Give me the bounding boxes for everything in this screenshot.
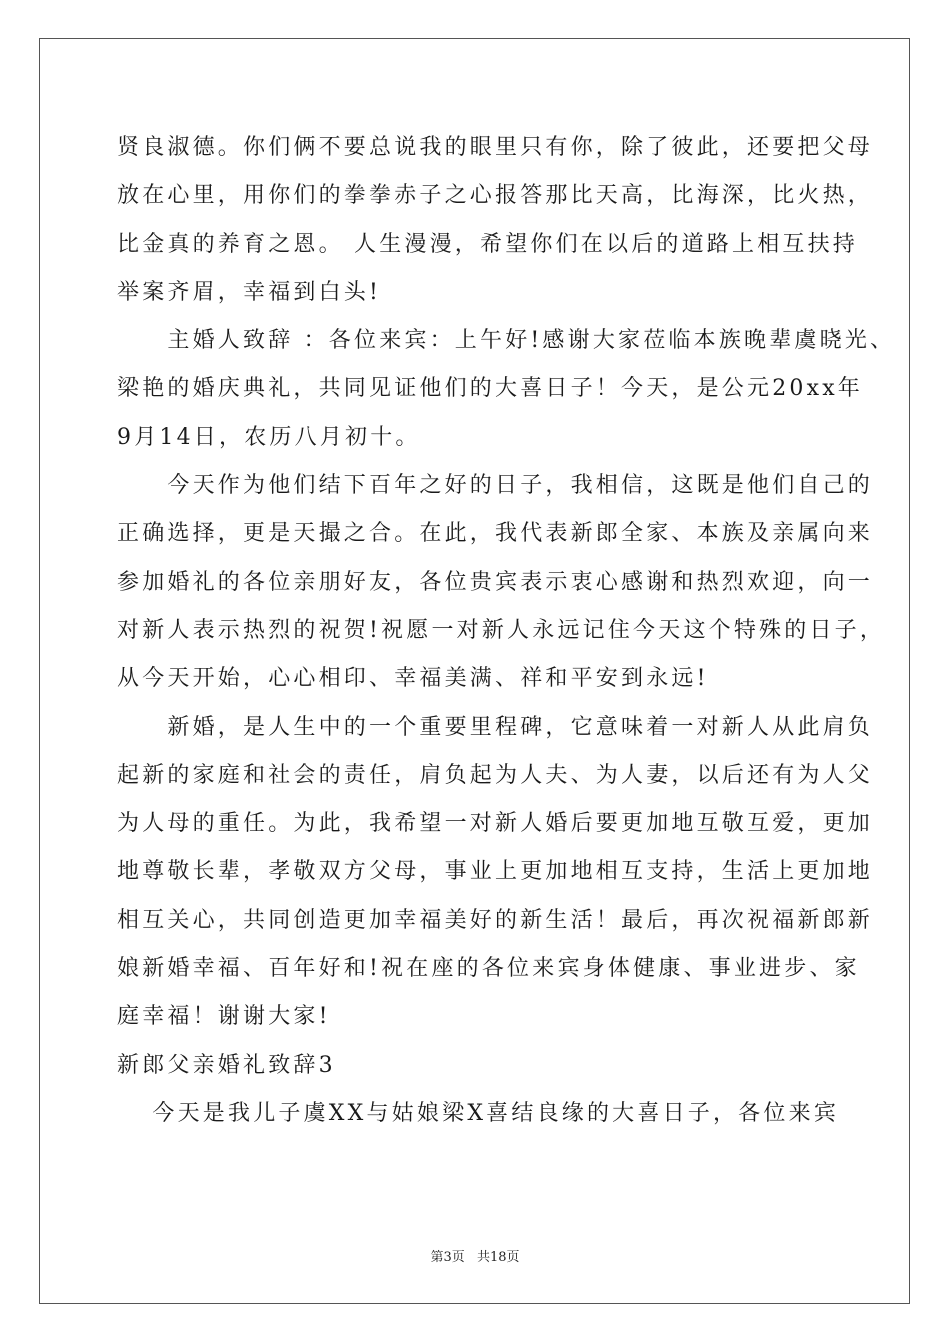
text-line: 为人母的重任。为此，我希望一对新人婚后要更加地互敬互爱，更加 bbox=[117, 811, 874, 837]
text-line: 举案齐眉，幸福到白头! bbox=[117, 279, 382, 305]
text-line: 地尊敬长辈，孝敬双方父母，事业上更加地相互支持，生活上更加地 bbox=[117, 859, 874, 885]
text-line: 今天作为他们结下百年之好的日子，我相信，这既是他们自己的 bbox=[117, 473, 874, 499]
text-line: 放在心里，用你们的拳拳赤子之心报答那比天高，比海深，比火热， bbox=[117, 183, 874, 209]
text-line: 正确选择，更是天撮之合。在此，我代表新郎全家、本族及亲属向来 bbox=[117, 521, 874, 547]
text-line: 参加婚礼的各位亲朋好友，各位贵宾表示衷心感谢和热烈欢迎，向一 bbox=[117, 569, 874, 595]
section-heading: 新郎父亲婚礼致辞3 bbox=[117, 1052, 336, 1078]
document-body bbox=[117, 124, 896, 1138]
text-line: 起新的家庭和社会的责任，肩负起为人夫、为人妻，以后还有为人父 bbox=[117, 762, 874, 788]
text-line: 9月14日，农历八月初十。 bbox=[117, 424, 421, 450]
text-line: 梁艳的婚庆典礼，共同见证他们的大喜日子！今天，是公元20xx年 bbox=[117, 376, 864, 402]
page-footer bbox=[0, 1246, 950, 1265]
text-line: 庭幸福！谢谢大家! bbox=[117, 1004, 331, 1030]
text-line: 相互关心，共同创造更加幸福美好的新生活！最后，再次祝福新郎新 bbox=[117, 907, 874, 933]
text-line: 对新人表示热烈的祝贺!祝愿一对新人永远记住今天这个特殊的日子， bbox=[117, 617, 886, 643]
page-total: 共18页 bbox=[476, 1250, 520, 1265]
text-line: 主婚人致辞 ：各位来宾：上午好!感谢大家莅临本族晚辈虞晓光、 bbox=[117, 328, 896, 354]
text-line: 贤良淑德。你们俩不要总说我的眼里只有你，除了彼此，还要把父母 bbox=[117, 135, 874, 160]
text-line: 从今天开始，心心相印、幸福美满、祥和平安到永远! bbox=[117, 666, 709, 692]
text-line: 比金真的养育之恩。 人生漫漫，希望你们在以后的道路上相互扶持 bbox=[117, 231, 858, 257]
text-line: 今天是我儿子虞XX与姑娘梁X喜结良缘的大喜日子，各位来宾 bbox=[117, 1100, 839, 1126]
text-line: 娘新婚幸福、百年好和!祝在座的各位来宾身体健康、事业进步、家 bbox=[117, 956, 860, 982]
text-line: 新婚，是人生中的一个重要里程碑，它意味着一对新人从此肩负 bbox=[117, 714, 874, 740]
page-number: 第3页 bbox=[430, 1250, 465, 1265]
